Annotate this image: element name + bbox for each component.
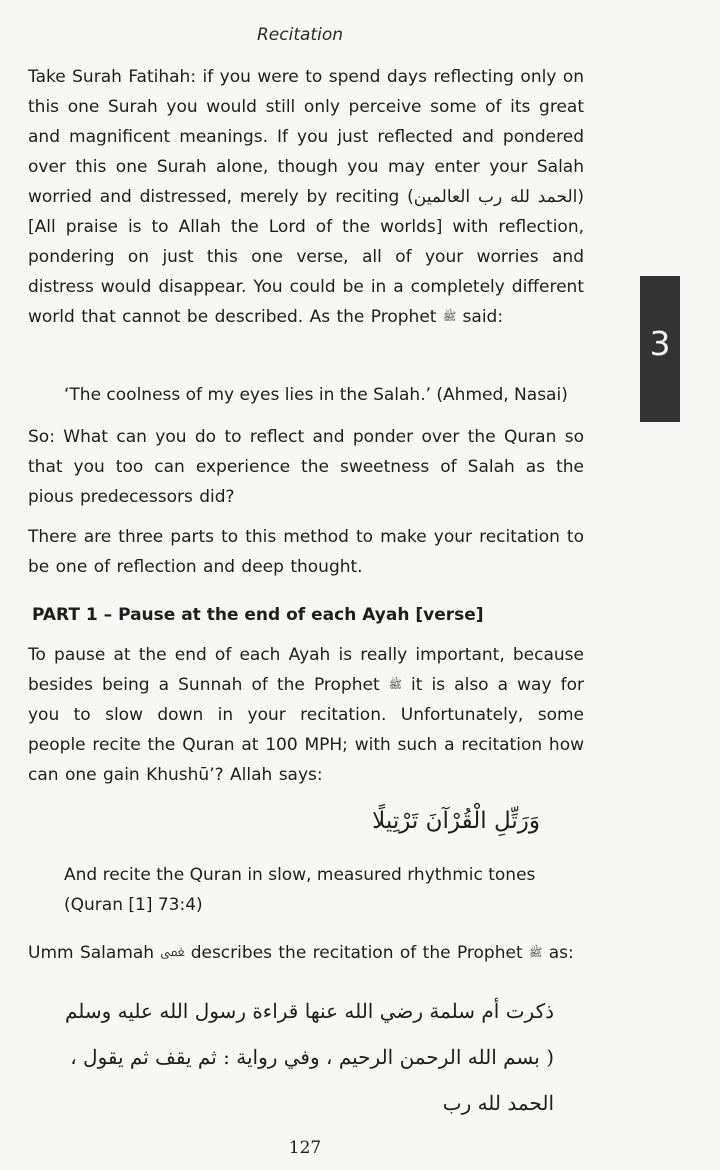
paragraph-text: Take Surah Fatihah: if you were to spend days reflecting only on this one Surah you would still only perceive some of its great and magnificent meanings. If you just reflected and pondered over this one Surah alone, though you may enter your Salah worried and distressed, merely by reciting ( — [28, 67, 584, 207]
honorific-mark: ﵻ — [160, 946, 185, 959]
chapter-tab: 3 — [640, 276, 680, 422]
honorific-mark: ﷺ — [442, 310, 457, 323]
paragraph-text: it is also a way for you to slow down in your recitation. Unfortunately, some people recite the Quran at 100 MPH; with such a recitation how can one gain Khushū’? Allah says: — [28, 675, 584, 785]
paragraph-text: describes the recitation of the Prophet — [184, 943, 530, 963]
paragraph-three-parts: There are three parts to this method to make your recitation to be one of reflection and deep thought. — [28, 527, 584, 577]
paragraph-text: as: — [542, 943, 574, 963]
paragraph-pause — [28, 640, 584, 790]
arabic-verse: وَرَتِّلِ الْقُرْآنَ تَرْتِيلًا — [372, 808, 540, 834]
arabic-phrase: الحمد لله رب العالمين — [413, 187, 578, 207]
honorific-mark: ﷺ — [388, 678, 402, 691]
paragraph-text: said: — [456, 307, 504, 327]
quote: ‘The coolness of my eyes lies in the Salah.’ (Ahmed, Nasai) — [64, 385, 568, 405]
honorific-mark: ﷺ — [529, 946, 543, 959]
paragraph-text: ) [All praise is to Allah the Lord of the worlds] with reflection, pondering on just this one verse, all of your worries and distress would disappear. You could be in a completely different world that cannot be described. As the Prophet — [28, 187, 584, 327]
paragraph-reflect: So: What can you do to reflect and ponder over the Quran so that you too can experience the sweetness of Salah as the pious predecessors did? — [28, 427, 584, 507]
paragraph-fatihah — [28, 62, 584, 332]
section-heading: PART 1 – Pause at the end of each Ayah [verse] — [32, 605, 484, 625]
paragraph-umm-salamah — [28, 938, 584, 968]
verse-translation: And recite the Quran in slow, measured rhythmic tones (Quran [1] 73:4) — [64, 865, 536, 915]
running-head: Recitation — [257, 25, 343, 45]
paragraph-text: To pause at the end of each Ayah is really important, because besides being a Sunnah of the Prophet — [28, 645, 584, 695]
page-number: 127 — [288, 1138, 322, 1158]
paragraph-text: Umm Salamah — [28, 943, 161, 963]
arabic-hadith: ذكرت أم سلمة رضي الله عنها قراءة رسول الله عليه وسلم ( بسم الله الرحمن الرحيم ، وفي رواية : ثم يقف ثم يقول ، الحمد لله رب — [64, 999, 554, 1115]
